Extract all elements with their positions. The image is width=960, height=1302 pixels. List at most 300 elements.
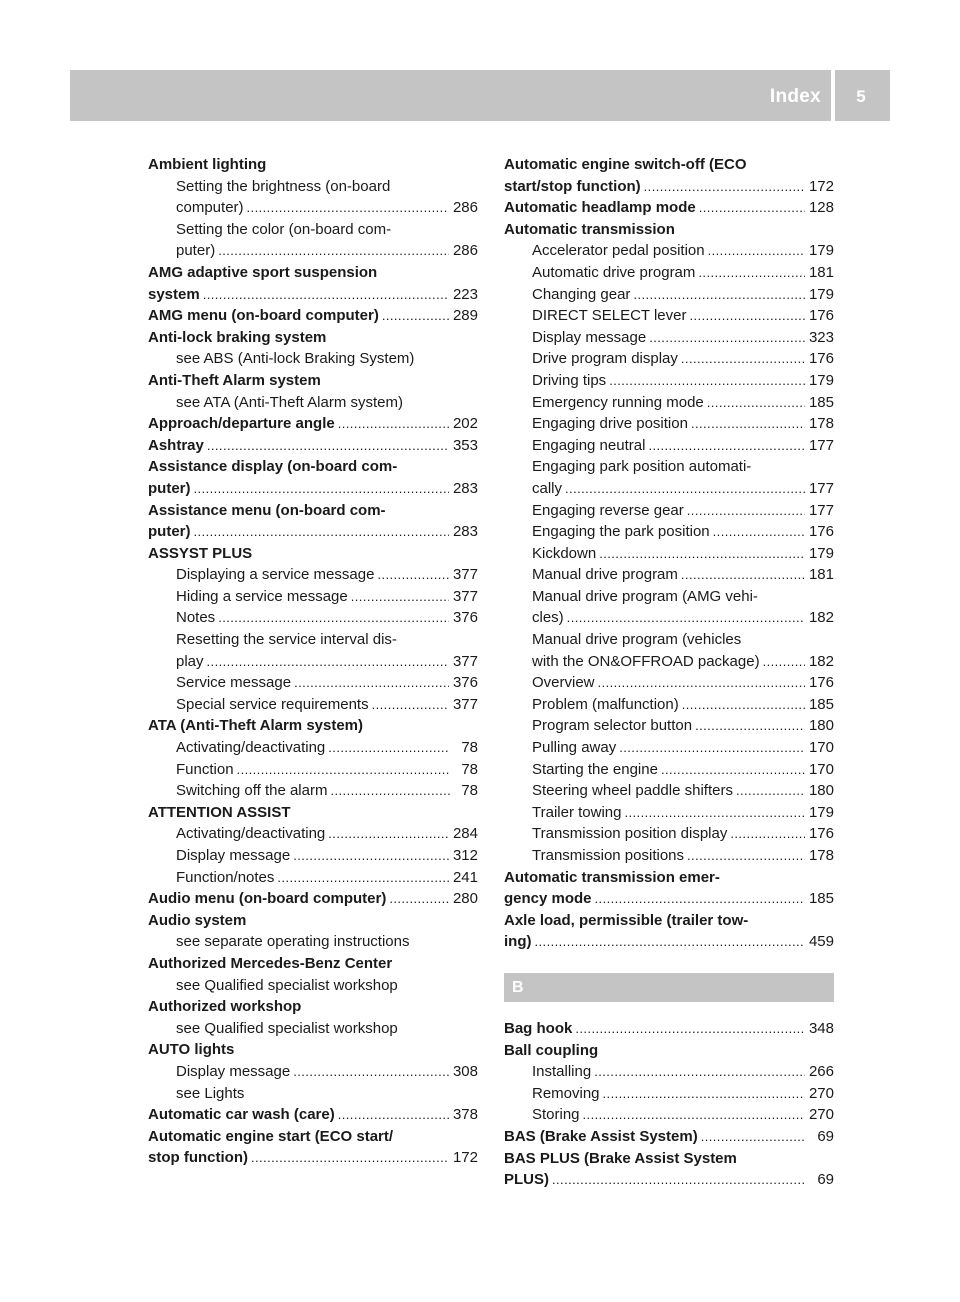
index-subentry <box>148 176 478 198</box>
entry-text: Resetting the service interval dis- <box>176 631 397 649</box>
entry-text: start/stop function) <box>504 177 641 195</box>
index-subentry <box>504 586 834 608</box>
page-reference[interactable]: 241 <box>452 868 478 886</box>
index-subentry <box>504 413 834 435</box>
index-subentry <box>148 975 478 997</box>
dot-leader <box>595 888 805 910</box>
dot-leader <box>713 521 805 543</box>
entry-text: Transmission positions <box>532 847 684 864</box>
dot-leader <box>535 931 805 953</box>
index-entry <box>148 715 478 737</box>
entry-text: Automatic drive program <box>532 263 696 281</box>
page-reference[interactable]: 202 <box>452 415 478 433</box>
page-reference[interactable]: 181 <box>808 263 834 281</box>
entry-text: cally <box>532 479 563 497</box>
dot-leader <box>661 759 805 781</box>
entry-text: cles) <box>532 609 564 627</box>
index-subentry <box>148 823 478 845</box>
entry-text: see Lights <box>176 1084 245 1102</box>
page-reference[interactable]: 172 <box>808 177 834 195</box>
entry-text: see Qualified specialist workshop <box>176 976 398 994</box>
entry-text: AUTO lights <box>148 1041 235 1059</box>
entry-text: AMG menu (on-board computer) <box>148 307 379 325</box>
index-entry <box>148 370 478 392</box>
entry-text: Setting the color (on-board com- <box>176 220 392 238</box>
page-reference[interactable]: 179 <box>808 544 834 562</box>
dot-leader <box>619 737 805 759</box>
entry-text: Audio menu (on-board computer) <box>148 890 387 908</box>
entry-text: Program selector button <box>532 717 693 735</box>
dot-leader <box>763 651 805 673</box>
page-reference[interactable]: 78 <box>461 739 478 757</box>
dot-leader <box>691 413 805 435</box>
index-subentry <box>148 694 478 716</box>
dot-leader <box>698 262 805 284</box>
index-subentry <box>504 240 834 262</box>
page-reference[interactable]: 283 <box>452 523 478 541</box>
index-subentry <box>504 370 834 392</box>
page-reference[interactable]: 176 <box>808 825 834 843</box>
dot-leader <box>707 392 805 414</box>
page-reference[interactable]: 308 <box>452 1062 478 1080</box>
header-title: Index <box>769 86 821 107</box>
index-subentry <box>504 823 834 845</box>
dot-leader <box>328 737 450 759</box>
entry-text: Displaying a service message <box>176 566 375 584</box>
entry-text: BAS (Brake Assist System) <box>504 1127 698 1145</box>
index-entry <box>148 262 478 284</box>
index-entry <box>148 953 478 975</box>
index-entry <box>504 219 834 241</box>
entry-text: Function/notes <box>176 868 275 886</box>
page-reference[interactable]: 286 <box>452 199 478 217</box>
entry-text: Automatic headlamp mode <box>504 199 696 217</box>
entry-text: ATTENTION ASSIST <box>148 803 291 821</box>
entry-text: ing) <box>504 933 532 951</box>
page-reference[interactable]: 176 <box>808 523 834 541</box>
page-reference[interactable]: 323 <box>808 328 834 346</box>
index-entry <box>148 521 478 543</box>
entry-text: Automatic car wash (care) <box>148 1106 335 1124</box>
entry-text: ASSYST PLUS <box>148 544 253 562</box>
entry-text: Manual drive program (vehicles <box>532 631 742 649</box>
index-entry <box>504 197 834 219</box>
page-reference[interactable]: 170 <box>808 739 834 757</box>
index-subentry <box>148 629 478 651</box>
index-subentry <box>148 651 478 673</box>
page-reference[interactable]: 459 <box>808 933 834 951</box>
index-entry <box>504 910 834 932</box>
index-subentry <box>504 564 834 586</box>
entry-text: Service message <box>176 674 292 692</box>
page-reference[interactable]: 180 <box>808 782 834 800</box>
index-entry <box>148 1126 478 1148</box>
index-subentry <box>504 607 834 629</box>
entry-text: with the ON&OFFROAD package) <box>532 652 760 670</box>
index-subentry <box>504 500 834 522</box>
entry-text: Steering wheel paddle shifters <box>532 782 733 800</box>
dot-leader <box>351 586 449 608</box>
page-reference[interactable]: 179 <box>808 285 834 303</box>
index-subentry <box>504 1083 834 1105</box>
dot-leader <box>293 845 449 867</box>
page-reference[interactable]: 353 <box>452 436 478 454</box>
dot-leader <box>194 521 449 543</box>
index-entry <box>504 1148 834 1170</box>
index-subentry <box>148 1061 478 1083</box>
page-reference[interactable]: 78 <box>461 760 478 778</box>
entry-text: Changing gear <box>532 285 631 303</box>
entry-text: computer) <box>176 199 244 217</box>
entry-text: Drive program display <box>532 350 678 368</box>
entry-text: Assistance display (on-board com- <box>148 458 398 476</box>
entry-text: Overview <box>532 674 595 692</box>
index-subentry <box>504 478 834 500</box>
entry-text: DIRECT SELECT lever <box>532 307 687 325</box>
index-entry <box>504 1018 834 1040</box>
dot-leader <box>338 413 449 435</box>
index-subentry <box>504 262 834 284</box>
index-column-left <box>148 154 478 1169</box>
index-entry <box>504 176 834 198</box>
dot-leader <box>603 1083 805 1105</box>
entry-text: Starting the engine <box>532 760 658 778</box>
index-entry <box>148 478 478 500</box>
entry-text: Switching off the alarm <box>176 782 328 800</box>
dot-leader <box>194 478 449 500</box>
entry-text: Automatic transmission <box>504 220 675 238</box>
entry-text: Authorized Mercedes-Benz Center <box>148 954 393 972</box>
dot-leader <box>203 284 449 306</box>
index-subentry <box>504 284 834 306</box>
dot-leader <box>330 780 450 802</box>
index-subentry <box>148 867 478 889</box>
index-entry <box>148 456 478 478</box>
page-reference[interactable]: 178 <box>808 847 834 864</box>
page-reference[interactable]: 286 <box>452 242 478 260</box>
dot-leader <box>644 176 805 198</box>
page-reference[interactable]: 377 <box>452 695 478 713</box>
index-subentry <box>504 456 834 478</box>
page-reference[interactable]: 377 <box>452 566 478 584</box>
entry-text: Activating/deactivating <box>176 825 326 843</box>
page-reference[interactable]: 182 <box>808 609 834 627</box>
index-subentry <box>148 240 478 262</box>
dot-leader <box>277 867 449 889</box>
dot-leader <box>583 1104 805 1126</box>
entry-text: BAS PLUS (Brake Assist System <box>504 1149 737 1167</box>
entry-text: Hiding a service message <box>176 587 348 605</box>
dot-leader <box>382 305 449 327</box>
dot-leader <box>247 197 449 219</box>
entry-text: Activating/deactivating <box>176 739 326 757</box>
entry-text: Trailer towing <box>532 803 622 821</box>
page-reference[interactable]: 78 <box>461 782 478 800</box>
entry-text: PLUS) <box>504 1171 549 1189</box>
page-reference[interactable]: 266 <box>808 1063 834 1081</box>
index-subentry <box>148 737 478 759</box>
entry-text: ATA (Anti-Theft Alarm system) <box>148 717 364 735</box>
index-entry <box>504 154 834 176</box>
entry-text: puter) <box>148 523 191 541</box>
index-subentry <box>504 651 834 673</box>
index-subentry <box>148 1018 478 1040</box>
entry-text: puter) <box>148 479 191 497</box>
entry-text: Axle load, permissible (trailer tow- <box>504 911 749 929</box>
page-reference[interactable]: 176 <box>808 674 834 692</box>
entry-text: Emergency running mode <box>532 393 704 411</box>
entry-text: Bag hook <box>504 1019 573 1037</box>
index-subentry <box>148 586 478 608</box>
index-entry <box>148 1147 478 1169</box>
entry-text: Accelerator pedal position <box>532 242 705 260</box>
dot-leader <box>599 543 805 565</box>
entry-text: Automatic engine start (ECO start/ <box>148 1127 394 1145</box>
page-reference[interactable]: 177 <box>808 501 834 519</box>
index-subentry <box>148 931 478 953</box>
index-entry <box>504 867 834 889</box>
dot-leader <box>594 1061 805 1083</box>
page-reference[interactable]: 185 <box>808 890 834 908</box>
index-subentry <box>148 759 478 781</box>
page-reference[interactable]: 185 <box>808 695 834 713</box>
index-subentry <box>504 348 834 370</box>
dot-leader <box>682 694 805 716</box>
dot-leader <box>293 1061 449 1083</box>
entry-text: see Qualified specialist workshop <box>176 1019 398 1037</box>
entry-text: Driving tips <box>532 371 607 389</box>
index-entry <box>504 1040 834 1062</box>
page-reference[interactable]: 377 <box>452 652 478 670</box>
index-subentry <box>504 1061 834 1083</box>
index-entry <box>148 500 478 522</box>
header-divider <box>831 70 835 121</box>
dot-leader <box>624 802 804 824</box>
dot-leader <box>598 672 805 694</box>
page-reference[interactable]: 185 <box>808 393 834 411</box>
page-reference[interactable]: 270 <box>808 1084 834 1102</box>
dot-leader <box>207 651 449 673</box>
entry-text: Installing <box>532 1063 592 1081</box>
index-subentry <box>504 845 834 867</box>
index-entry <box>504 931 834 953</box>
index-entry <box>148 327 478 349</box>
dot-leader <box>649 327 805 349</box>
dot-leader <box>218 240 449 262</box>
entry-text: Kickdown <box>532 544 597 562</box>
entry-text: Pulling away <box>532 739 617 757</box>
page-reference[interactable]: 377 <box>452 587 478 605</box>
entry-text: Ashtray <box>148 436 204 454</box>
entry-text: Engaging neutral <box>532 436 646 454</box>
page-reference[interactable]: 172 <box>452 1149 478 1167</box>
dot-leader <box>687 500 805 522</box>
entry-text: system <box>148 285 200 303</box>
index-entry <box>148 543 478 565</box>
entry-text: Automatic engine switch-off (ECO <box>504 156 747 173</box>
dot-leader <box>251 1147 449 1169</box>
dot-leader <box>695 715 805 737</box>
entry-text: Storing <box>532 1106 580 1124</box>
entry-text: Removing <box>532 1084 600 1102</box>
entry-text: Engaging reverse gear <box>532 501 684 519</box>
dot-leader <box>237 759 450 781</box>
dot-leader <box>218 607 449 629</box>
dot-leader <box>708 240 805 262</box>
entry-text: Manual drive program (AMG vehi- <box>532 587 758 605</box>
page-reference[interactable]: 69 <box>817 1171 834 1189</box>
index-entry <box>148 888 478 910</box>
page-reference[interactable]: 177 <box>808 436 834 454</box>
dot-leader <box>633 284 805 306</box>
index-subentry <box>504 759 834 781</box>
page-reference[interactable]: 223 <box>452 285 478 303</box>
index-subentry <box>148 392 478 414</box>
index-subentry <box>504 543 834 565</box>
dot-leader <box>699 197 805 219</box>
entry-text: play <box>176 652 204 670</box>
entry-text: Ball coupling <box>504 1041 599 1059</box>
index-subentry <box>504 327 834 349</box>
page-reference[interactable]: 180 <box>808 717 834 735</box>
entry-text: Manual drive program <box>532 566 678 584</box>
entry-text: stop function) <box>148 1149 248 1167</box>
index-entry <box>148 1039 478 1061</box>
page-reference[interactable]: 378 <box>452 1106 478 1124</box>
entry-text: Display message <box>176 1062 291 1080</box>
page-reference[interactable]: 176 <box>808 350 834 368</box>
entry-text: Approach/departure angle <box>148 415 335 433</box>
entry-text: Authorized workshop <box>148 998 302 1016</box>
dot-leader <box>681 348 805 370</box>
dot-leader <box>565 478 805 500</box>
section-letter-header: B <box>504 973 834 1002</box>
index-subentry <box>148 348 478 370</box>
page-reference[interactable]: 179 <box>808 242 834 260</box>
index-entry <box>148 996 478 1018</box>
entry-text: AMG adaptive sport suspension <box>148 263 378 281</box>
dot-leader <box>730 823 805 845</box>
page-reference[interactable]: 182 <box>808 652 834 670</box>
index-subentry <box>504 802 834 824</box>
page-reference[interactable]: 270 <box>808 1106 834 1124</box>
dot-leader <box>681 564 805 586</box>
index-entry <box>148 802 478 824</box>
entry-text: Ambient lighting <box>148 156 267 173</box>
entry-text: Anti-lock braking system <box>148 328 327 346</box>
entry-text: puter) <box>176 242 216 260</box>
entry-text: Function <box>176 760 234 778</box>
entry-text: Problem (malfunction) <box>532 695 679 713</box>
page-reference[interactable]: 376 <box>452 674 478 692</box>
index-entry <box>148 284 478 306</box>
index-subentry <box>504 737 834 759</box>
dot-leader <box>648 435 805 457</box>
entry-text: Transmission position display <box>532 825 728 843</box>
entry-text: see ATA (Anti-Theft Alarm system) <box>176 393 404 411</box>
index-subentry <box>504 1104 834 1126</box>
page-reference[interactable]: 177 <box>808 479 834 497</box>
page-reference[interactable]: 181 <box>808 566 834 584</box>
page-reference[interactable]: 178 <box>808 415 834 433</box>
index-entry <box>504 1169 834 1191</box>
entry-text: Engaging park position automati- <box>532 458 752 476</box>
dot-leader <box>736 780 805 802</box>
dot-leader <box>575 1018 805 1040</box>
page-reference[interactable]: 280 <box>452 890 478 908</box>
page-reference[interactable]: 348 <box>808 1019 834 1037</box>
dot-leader <box>701 1126 806 1148</box>
index-subentry <box>504 305 834 327</box>
entry-text: Audio system <box>148 911 247 929</box>
index-subentry <box>148 1083 478 1105</box>
entry-text: Setting the brightness (on-board <box>176 177 391 195</box>
page-reference[interactable]: 179 <box>808 803 834 821</box>
index-entry <box>148 435 478 457</box>
index-subentry <box>504 629 834 651</box>
index-entry <box>148 305 478 327</box>
page-reference[interactable]: 284 <box>452 825 478 843</box>
index-entry <box>148 910 478 932</box>
page-reference[interactable]: 176 <box>808 307 834 325</box>
index-subentry <box>504 435 834 457</box>
index-subentry <box>504 672 834 694</box>
entry-text: Assistance menu (on-board com- <box>148 501 386 519</box>
entry-text: Notes <box>176 609 216 627</box>
entry-text: Automatic transmission emer- <box>504 868 720 886</box>
page-reference[interactable]: 170 <box>808 760 834 778</box>
entry-text: Display message <box>532 328 647 346</box>
index-subentry <box>148 197 478 219</box>
page-reference[interactable]: 312 <box>452 847 478 864</box>
index-subentry <box>504 694 834 716</box>
entry-text: see ABS (Anti-lock Braking System) <box>176 350 415 368</box>
index-entry <box>148 1104 478 1126</box>
dot-leader <box>389 888 449 910</box>
page-reference[interactable]: 179 <box>808 371 834 389</box>
entry-text: gency mode <box>504 890 592 908</box>
index-column-right <box>504 154 834 1191</box>
index-subentry <box>148 672 478 694</box>
page-reference[interactable]: 283 <box>452 479 478 497</box>
page-reference[interactable]: 128 <box>808 199 834 217</box>
index-subentry <box>148 780 478 802</box>
index-subentry <box>504 780 834 802</box>
index-subentry <box>148 219 478 241</box>
dot-leader <box>687 845 805 867</box>
dot-leader <box>338 1104 449 1126</box>
dot-leader <box>294 672 449 694</box>
dot-leader <box>690 305 805 327</box>
entry-text: Anti-Theft Alarm system <box>148 371 321 389</box>
index-entry <box>148 413 478 435</box>
page-reference[interactable]: 289 <box>452 307 478 325</box>
index-subentry <box>504 715 834 737</box>
entry-text: see separate operating instructions <box>176 933 410 951</box>
page-reference[interactable]: 69 <box>817 1127 834 1145</box>
index-entry <box>504 1126 834 1148</box>
dot-leader <box>567 607 805 629</box>
index-entry <box>148 154 478 176</box>
dot-leader <box>609 370 805 392</box>
dot-leader <box>377 564 449 586</box>
index-subentry <box>148 607 478 629</box>
entry-text: Special service requirements <box>176 695 369 713</box>
page-reference[interactable]: 376 <box>452 609 478 627</box>
dot-leader <box>372 694 449 716</box>
page-number: 5 <box>856 87 866 106</box>
index-subentry <box>504 521 834 543</box>
